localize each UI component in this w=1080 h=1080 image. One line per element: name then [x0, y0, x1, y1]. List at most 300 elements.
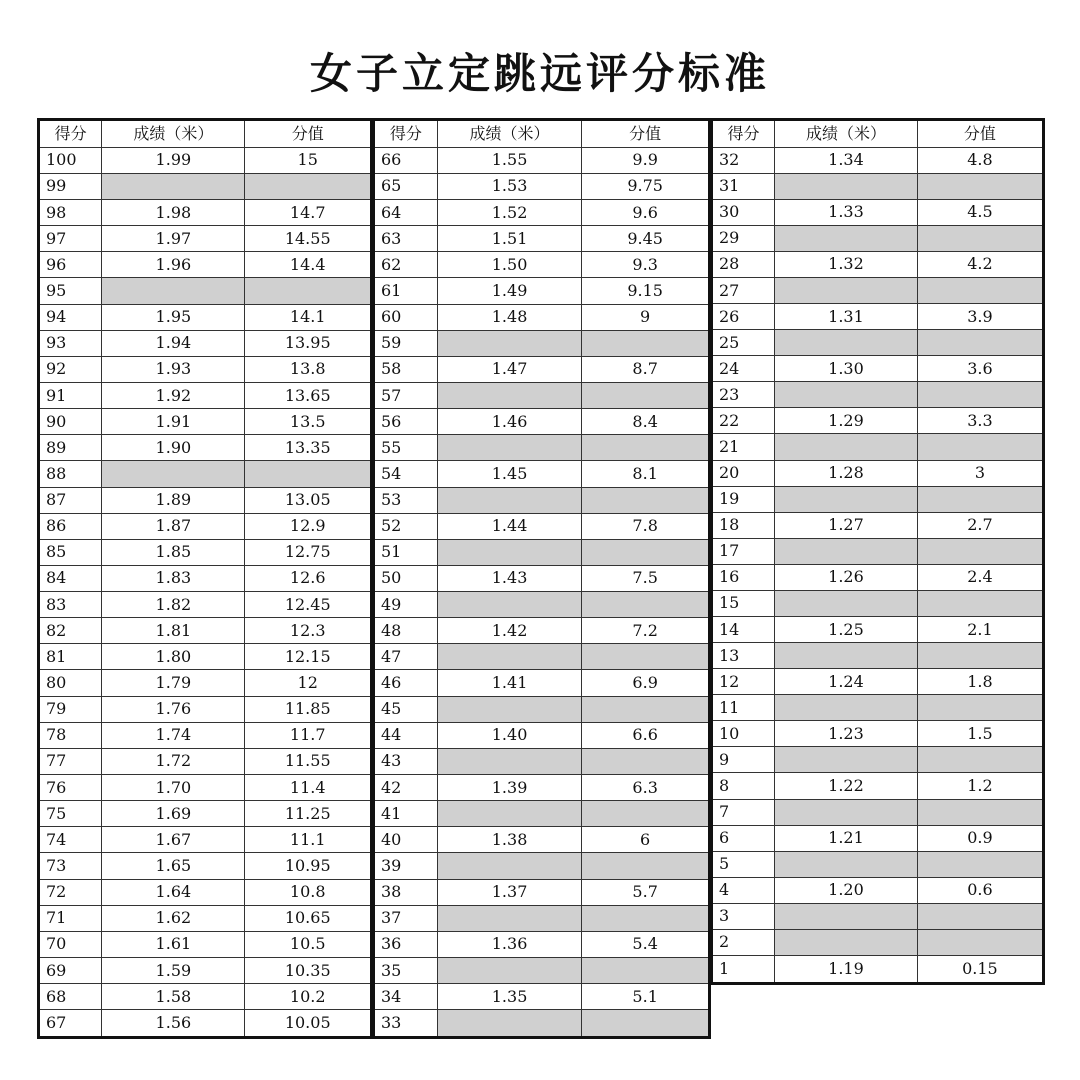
points-cell: [917, 903, 1043, 929]
table-row: [374, 775, 710, 801]
points-cell: 10.2: [245, 984, 372, 1010]
score-cell: 48: [374, 618, 438, 644]
table-row: [39, 382, 372, 408]
points-cell: 10.65: [245, 905, 372, 931]
result-cell: 1.44: [437, 513, 581, 539]
table-row: [712, 382, 1044, 408]
table-row: [39, 487, 372, 513]
result-cell: 1.30: [775, 356, 918, 382]
table-row: [374, 409, 710, 435]
result-cell: 1.85: [102, 539, 245, 565]
points-cell: 2.7: [917, 512, 1043, 538]
score-cell: 45: [374, 696, 438, 722]
points-cell: 3: [917, 460, 1043, 486]
score-cell: 46: [374, 670, 438, 696]
table-row: [374, 304, 710, 330]
points-cell: [582, 853, 710, 879]
table-row: [712, 721, 1044, 747]
result-cell: 1.59: [102, 958, 245, 984]
table-row: [39, 565, 372, 591]
score-cell: 58: [374, 356, 438, 382]
result-cell: 1.80: [102, 644, 245, 670]
score-cell: 55: [374, 435, 438, 461]
table-row: [712, 851, 1044, 877]
score-cell: 79: [39, 696, 102, 722]
result-cell: 1.61: [102, 931, 245, 957]
score-cell: 86: [39, 513, 102, 539]
table-row: [39, 330, 372, 356]
points-cell: 0.15: [917, 956, 1043, 984]
score-cell: 72: [39, 879, 102, 905]
table-row: [712, 877, 1044, 903]
result-cell: 1.83: [102, 565, 245, 591]
table-row: [712, 929, 1044, 955]
result-cell: [102, 461, 245, 487]
result-cell: [437, 435, 581, 461]
score-cell: 63: [374, 226, 438, 252]
points-cell: [582, 748, 710, 774]
score-cell: 11: [712, 695, 775, 721]
result-cell: 1.52: [437, 199, 581, 225]
score-cell: 7: [712, 799, 775, 825]
table-row: [374, 1010, 710, 1038]
table-row: [374, 199, 710, 225]
result-cell: 1.22: [775, 773, 918, 799]
points-cell: [917, 225, 1043, 251]
score-cell: 33: [374, 1010, 438, 1038]
result-cell: [437, 748, 581, 774]
points-cell: 9.75: [582, 173, 710, 199]
result-cell: 1.43: [437, 565, 581, 591]
points-cell: [582, 382, 710, 408]
points-cell: [582, 539, 710, 565]
result-cell: 1.91: [102, 409, 245, 435]
score-cell: 99: [39, 173, 102, 199]
table-row: [39, 984, 372, 1010]
points-cell: 3.6: [917, 356, 1043, 382]
score-cell: 77: [39, 748, 102, 774]
result-cell: [437, 853, 581, 879]
score-cell: 47: [374, 644, 438, 670]
table-row: [39, 905, 372, 931]
result-cell: 1.95: [102, 304, 245, 330]
score-table-block-1: [37, 118, 373, 1039]
result-cell: 1.58: [102, 984, 245, 1010]
score-cell: 57: [374, 382, 438, 408]
points-cell: 4.5: [917, 199, 1043, 225]
points-cell: 14.4: [245, 252, 372, 278]
result-cell: [775, 278, 918, 304]
points-cell: 2.1: [917, 617, 1043, 643]
table-row: [712, 356, 1044, 382]
header-score: 得分: [374, 120, 438, 148]
result-cell: [775, 929, 918, 955]
table-row: [39, 226, 372, 252]
result-cell: 1.41: [437, 670, 581, 696]
points-cell: [917, 851, 1043, 877]
result-cell: [437, 958, 581, 984]
score-cell: 19: [712, 486, 775, 512]
points-cell: [245, 278, 372, 304]
result-cell: [775, 695, 918, 721]
points-cell: 12.6: [245, 565, 372, 591]
result-cell: [775, 643, 918, 669]
table-row: [374, 931, 710, 957]
points-cell: [917, 695, 1043, 721]
result-cell: 1.89: [102, 487, 245, 513]
table-row: [712, 199, 1044, 225]
score-cell: 25: [712, 330, 775, 356]
header-result-meters: 成绩（米）: [102, 120, 245, 148]
points-cell: [582, 696, 710, 722]
points-cell: [582, 1010, 710, 1038]
score-table: [37, 118, 373, 1039]
result-cell: [102, 173, 245, 199]
table-row: [374, 748, 710, 774]
points-cell: [917, 382, 1043, 408]
score-cell: 89: [39, 435, 102, 461]
result-cell: 1.25: [775, 617, 918, 643]
result-cell: [775, 330, 918, 356]
score-table: [372, 118, 711, 1039]
header-points: 分值: [582, 120, 710, 148]
table-row: [39, 748, 372, 774]
result-cell: 1.34: [775, 147, 918, 173]
points-cell: 10.05: [245, 1010, 372, 1038]
score-cell: 31: [712, 173, 775, 199]
points-cell: [582, 905, 710, 931]
table-row: [39, 853, 372, 879]
points-cell: 6: [582, 827, 710, 853]
score-cell: 59: [374, 330, 438, 356]
table-row: [712, 747, 1044, 773]
result-cell: 1.96: [102, 252, 245, 278]
result-cell: [437, 696, 581, 722]
result-cell: [775, 799, 918, 825]
table-row: [39, 722, 372, 748]
table-row: [712, 460, 1044, 486]
score-cell: 5: [712, 851, 775, 877]
points-cell: [582, 801, 710, 827]
score-cell: 100: [39, 147, 102, 173]
result-cell: 1.32: [775, 251, 918, 277]
score-cell: 12: [712, 669, 775, 695]
score-cell: 2: [712, 929, 775, 955]
score-cell: 95: [39, 278, 102, 304]
score-cell: 76: [39, 775, 102, 801]
result-cell: 1.98: [102, 199, 245, 225]
score-cell: 84: [39, 565, 102, 591]
table-row: [39, 435, 372, 461]
points-cell: 11.55: [245, 748, 372, 774]
score-table: [710, 118, 1045, 985]
score-cell: 74: [39, 827, 102, 853]
points-cell: [917, 929, 1043, 955]
result-cell: 1.36: [437, 931, 581, 957]
points-cell: [917, 799, 1043, 825]
points-cell: [917, 747, 1043, 773]
result-cell: 1.21: [775, 825, 918, 851]
table-row: [374, 827, 710, 853]
table-row: [39, 304, 372, 330]
points-cell: 13.35: [245, 435, 372, 461]
table-row: [374, 461, 710, 487]
result-cell: 1.74: [102, 722, 245, 748]
table-row: [374, 226, 710, 252]
result-cell: 1.55: [437, 147, 581, 173]
points-cell: 3.3: [917, 408, 1043, 434]
points-cell: 12.75: [245, 539, 372, 565]
table-row: [374, 618, 710, 644]
result-cell: 1.38: [437, 827, 581, 853]
table-row: [374, 278, 710, 304]
score-cell: 6: [712, 825, 775, 851]
result-cell: 1.45: [437, 461, 581, 487]
table-row: [374, 252, 710, 278]
table-row: [39, 252, 372, 278]
score-cell: 26: [712, 304, 775, 330]
result-cell: 1.97: [102, 226, 245, 252]
score-cell: 91: [39, 382, 102, 408]
table-row: [374, 539, 710, 565]
score-cell: 17: [712, 538, 775, 564]
points-cell: 5.4: [582, 931, 710, 957]
result-cell: 1.46: [437, 409, 581, 435]
table-row: [39, 513, 372, 539]
points-cell: 7.5: [582, 565, 710, 591]
points-cell: [917, 173, 1043, 199]
points-cell: [245, 461, 372, 487]
result-cell: 1.70: [102, 775, 245, 801]
table-row: [374, 801, 710, 827]
result-cell: 1.42: [437, 618, 581, 644]
result-cell: 1.29: [775, 408, 918, 434]
score-cell: 4: [712, 877, 775, 903]
table-row: [39, 147, 372, 173]
table-row: [374, 565, 710, 591]
score-cell: 39: [374, 853, 438, 879]
result-cell: 1.79: [102, 670, 245, 696]
points-cell: 12.9: [245, 513, 372, 539]
table-row: [712, 512, 1044, 538]
score-cell: 87: [39, 487, 102, 513]
score-cell: 42: [374, 775, 438, 801]
points-cell: 12.15: [245, 644, 372, 670]
table-row: [39, 801, 372, 827]
score-cell: 9: [712, 747, 775, 773]
result-cell: [775, 486, 918, 512]
result-cell: 1.90: [102, 435, 245, 461]
points-cell: [245, 173, 372, 199]
result-cell: [775, 851, 918, 877]
table-row: [712, 956, 1044, 984]
table-row: [39, 461, 372, 487]
table-row: [712, 330, 1044, 356]
result-cell: 1.35: [437, 984, 581, 1010]
score-cell: 29: [712, 225, 775, 251]
result-cell: 1.27: [775, 512, 918, 538]
points-cell: 15: [245, 147, 372, 173]
score-cell: 10: [712, 721, 775, 747]
score-cell: 53: [374, 487, 438, 513]
result-cell: [437, 592, 581, 618]
result-cell: 1.20: [775, 877, 918, 903]
points-cell: [917, 486, 1043, 512]
table-row: [39, 958, 372, 984]
points-cell: 9.9: [582, 147, 710, 173]
score-cell: 28: [712, 251, 775, 277]
points-cell: 6.9: [582, 670, 710, 696]
score-cell: 32: [712, 147, 775, 173]
result-cell: 1.39: [437, 775, 581, 801]
points-cell: 1.5: [917, 721, 1043, 747]
points-cell: 0.6: [917, 877, 1043, 903]
score-cell: 51: [374, 539, 438, 565]
score-cell: 97: [39, 226, 102, 252]
score-cell: 37: [374, 905, 438, 931]
table-row: [374, 147, 710, 173]
score-cell: 67: [39, 1010, 102, 1038]
points-cell: 14.1: [245, 304, 372, 330]
table-row: [39, 827, 372, 853]
points-cell: [582, 958, 710, 984]
table-row: [712, 408, 1044, 434]
score-table-block-3: [710, 118, 1045, 985]
score-cell: 44: [374, 722, 438, 748]
table-row: [374, 644, 710, 670]
points-cell: 1.2: [917, 773, 1043, 799]
score-cell: 94: [39, 304, 102, 330]
table-row: [39, 618, 372, 644]
table-row: [712, 590, 1044, 616]
result-cell: [775, 434, 918, 460]
result-cell: 1.51: [437, 226, 581, 252]
points-cell: 9.15: [582, 278, 710, 304]
result-cell: [775, 538, 918, 564]
result-cell: 1.23: [775, 721, 918, 747]
points-cell: 5.7: [582, 879, 710, 905]
result-cell: [437, 487, 581, 513]
score-cell: 81: [39, 644, 102, 670]
points-cell: 13.5: [245, 409, 372, 435]
score-cell: 68: [39, 984, 102, 1010]
table-row: [712, 825, 1044, 851]
table-row: [712, 173, 1044, 199]
points-cell: 10.5: [245, 931, 372, 957]
table-row: [712, 643, 1044, 669]
result-cell: [775, 590, 918, 616]
points-cell: 4.8: [917, 147, 1043, 173]
score-cell: 30: [712, 199, 775, 225]
table-row: [39, 539, 372, 565]
score-cell: 1: [712, 956, 775, 984]
score-cell: 52: [374, 513, 438, 539]
points-cell: 9.3: [582, 252, 710, 278]
score-cell: 98: [39, 199, 102, 225]
points-cell: 7.8: [582, 513, 710, 539]
result-cell: 1.94: [102, 330, 245, 356]
score-cell: 35: [374, 958, 438, 984]
result-cell: [437, 539, 581, 565]
score-cell: 64: [374, 199, 438, 225]
table-row: [39, 278, 372, 304]
score-cell: 40: [374, 827, 438, 853]
points-cell: 13.95: [245, 330, 372, 356]
score-cell: 16: [712, 564, 775, 590]
table-row: [39, 931, 372, 957]
score-cell: 82: [39, 618, 102, 644]
result-cell: 1.81: [102, 618, 245, 644]
table-row: [374, 670, 710, 696]
points-cell: 3.9: [917, 304, 1043, 330]
result-cell: [437, 801, 581, 827]
score-cell: 83: [39, 592, 102, 618]
score-cell: 75: [39, 801, 102, 827]
score-cell: 60: [374, 304, 438, 330]
points-cell: [917, 434, 1043, 460]
table-row: [712, 225, 1044, 251]
table-row: [712, 669, 1044, 695]
points-cell: 14.55: [245, 226, 372, 252]
table-row: [374, 958, 710, 984]
header-points: 分值: [917, 120, 1043, 148]
table-row: [39, 879, 372, 905]
header-result-meters: 成绩（米）: [775, 120, 918, 148]
result-cell: [775, 225, 918, 251]
table-row: [374, 853, 710, 879]
points-cell: 9.6: [582, 199, 710, 225]
points-cell: 10.8: [245, 879, 372, 905]
result-cell: 1.56: [102, 1010, 245, 1038]
score-cell: 27: [712, 278, 775, 304]
score-cell: 56: [374, 409, 438, 435]
score-cell: 21: [712, 434, 775, 460]
score-cell: 80: [39, 670, 102, 696]
points-cell: 5.1: [582, 984, 710, 1010]
table-row: [712, 799, 1044, 825]
result-cell: 1.49: [437, 278, 581, 304]
table-row: [374, 696, 710, 722]
result-cell: [775, 903, 918, 929]
header-points: 分值: [245, 120, 372, 148]
result-cell: 1.69: [102, 801, 245, 827]
table-row: [39, 775, 372, 801]
table-row: [39, 670, 372, 696]
table-row: [374, 905, 710, 931]
result-cell: 1.64: [102, 879, 245, 905]
table-row: [374, 984, 710, 1010]
score-cell: 66: [374, 147, 438, 173]
score-cell: 34: [374, 984, 438, 1010]
score-table-block-2: [372, 118, 711, 1039]
table-row: [712, 251, 1044, 277]
points-cell: 8.4: [582, 409, 710, 435]
result-cell: 1.76: [102, 696, 245, 722]
score-cell: 36: [374, 931, 438, 957]
table-row: [39, 696, 372, 722]
table-row: [712, 617, 1044, 643]
score-cell: 22: [712, 408, 775, 434]
table-row: [374, 435, 710, 461]
result-cell: [437, 905, 581, 931]
points-cell: 14.7: [245, 199, 372, 225]
header-score: 得分: [39, 120, 102, 148]
points-cell: [917, 278, 1043, 304]
result-cell: 1.99: [102, 147, 245, 173]
score-cell: 96: [39, 252, 102, 278]
score-cell: 23: [712, 382, 775, 408]
result-cell: 1.37: [437, 879, 581, 905]
